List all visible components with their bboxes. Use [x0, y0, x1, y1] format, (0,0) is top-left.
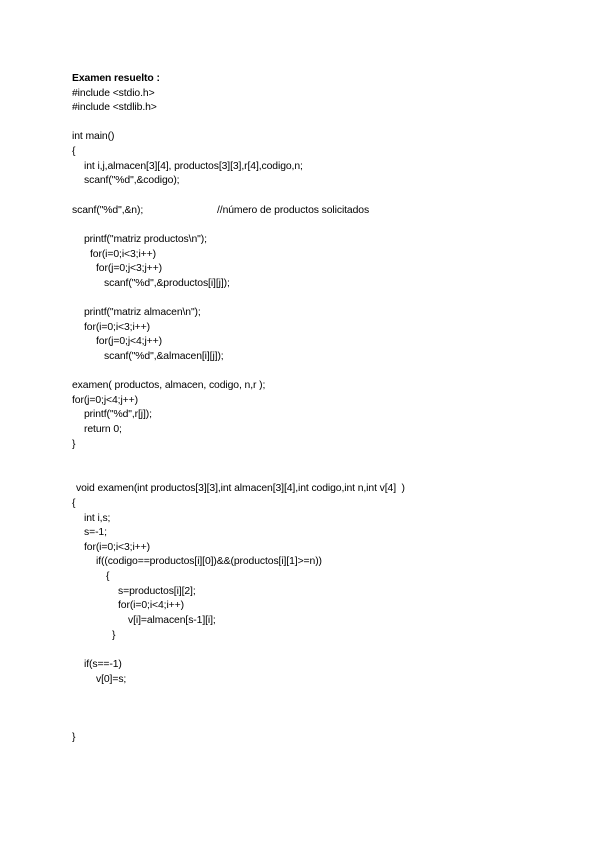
code-line: if(s==-1): [84, 659, 122, 670]
code-line: for(i=0;i<3;i++): [90, 249, 156, 260]
code-line: s=productos[i][2];: [118, 586, 196, 597]
code-line: for(j=0;j<4;j++): [72, 395, 138, 406]
code-line: if((codigo==productos[i][0])&&(productos[i][1]>=n)): [96, 556, 322, 567]
code-line: #include <stdio.h>: [72, 88, 155, 99]
code-line: int main(): [72, 131, 115, 142]
code-line: }: [112, 630, 116, 641]
code-line: }: [72, 732, 76, 743]
code-line: return 0;: [84, 424, 122, 435]
code-comment: //número de productos solicitados: [217, 205, 370, 216]
code-line: examen( productos, almacen, codigo, n,r );: [72, 380, 266, 391]
code-line: for(j=0;j<3;j++): [96, 263, 162, 274]
code-line: int i,s;: [84, 513, 111, 524]
code-line: for(i=0;i<3;i++): [84, 542, 150, 553]
code-line: #include <stdlib.h>: [72, 102, 157, 113]
code-line: }: [72, 439, 76, 450]
code-line: s=-1;: [84, 527, 107, 538]
code-line: {: [72, 498, 76, 509]
code-line: scanf("%d",&productos[i][j]);: [104, 278, 230, 289]
code-line: int i,j,almacen[3][4], productos[3][3],r[4],codigo,n;: [84, 161, 303, 172]
code-line: printf("matriz productos\n");: [84, 234, 207, 245]
code-line: {: [106, 571, 110, 582]
code-line: scanf("%d",&n);: [72, 205, 144, 216]
code-line: {: [72, 146, 76, 157]
code-line: for(i=0;i<4;i++): [118, 600, 184, 611]
code-line: v[0]=s;: [96, 674, 127, 685]
code-line: void examen(int productos[3][3],int almacen[3][4],int codigo,int n,int v[4] ): [76, 483, 405, 494]
code-line: v[i]=almacen[s-1][i];: [128, 615, 216, 626]
code-line: printf("matriz almacen\n");: [84, 307, 201, 318]
code-line: scanf("%d",&codigo);: [84, 175, 180, 186]
document-title: Examen resuelto :: [72, 73, 160, 84]
code-line: scanf("%d",&almacen[i][j]);: [104, 351, 224, 362]
code-line: for(i=0;i<3;i++): [84, 322, 150, 333]
code-line: printf("%d",r[j]);: [84, 409, 152, 420]
code-line: for(j=0;j<4;j++): [96, 336, 162, 347]
